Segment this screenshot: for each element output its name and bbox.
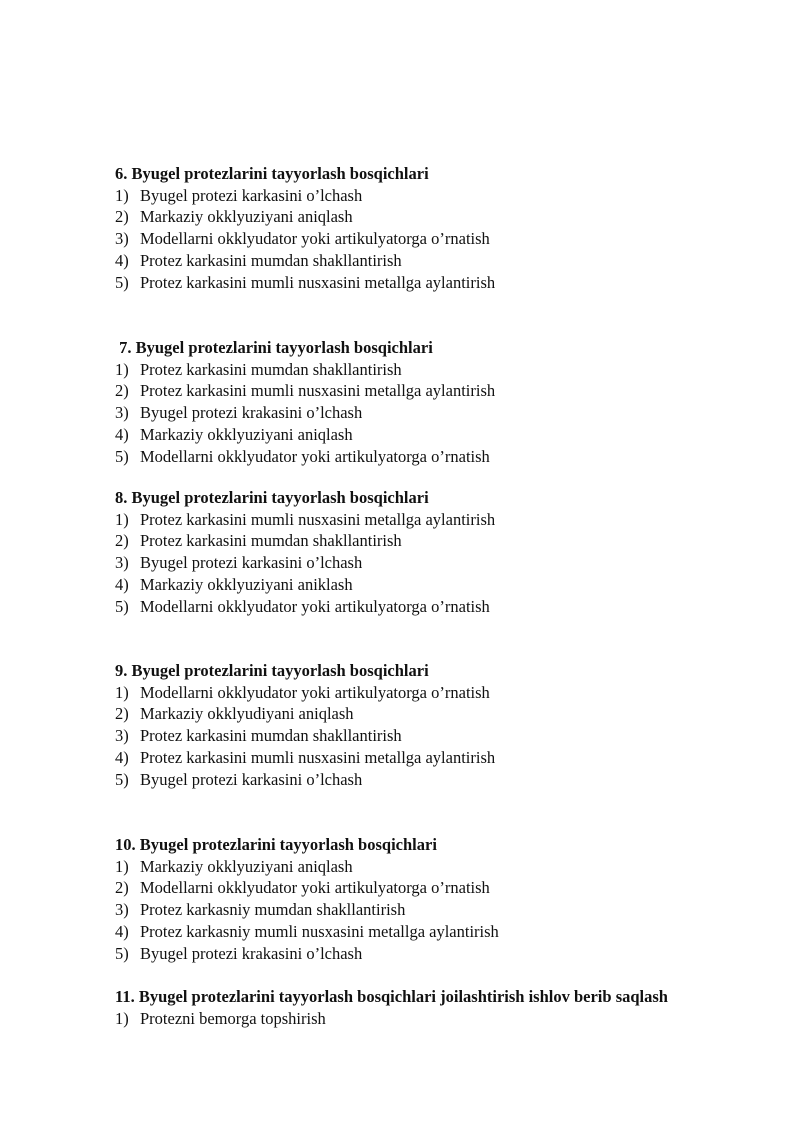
- question-heading: 7. Byugel protezlarini tayyorlash bosqichlari: [115, 338, 433, 357]
- list-item: [115, 552, 675, 574]
- item-text: Protezni bemorga topshirish: [140, 1008, 326, 1028]
- item-number: 3): [115, 553, 129, 573]
- step-list: [115, 1008, 670, 1030]
- item-text: Markaziy okklyuziyani aniqlash: [140, 424, 353, 444]
- item-number: 4): [115, 921, 129, 941]
- item-number: 1): [115, 509, 129, 529]
- item-text: Byugel protezi karkasini o’lchash: [140, 185, 363, 205]
- item-text: Protez karkasini mumdan shakllantirish: [140, 250, 402, 270]
- item-text: Markaziy okklyuziyani aniqlash: [140, 207, 353, 227]
- step-list: [115, 856, 675, 965]
- list-item: [115, 228, 675, 250]
- item-number: 3): [115, 900, 129, 920]
- item-text: Protez karkasini mumli nusxasini metallga aylantirish: [140, 509, 496, 529]
- item-number: 2): [115, 531, 129, 551]
- step-list: [115, 509, 675, 618]
- item-number: 1): [115, 682, 129, 702]
- list-item: [115, 380, 675, 402]
- item-number: 5): [115, 596, 129, 616]
- list-item: [115, 446, 675, 468]
- item-text: Protez karkasini mumli nusxasini metallga aylantirish: [140, 272, 496, 292]
- question-10: [115, 834, 675, 964]
- list-item: [115, 703, 675, 725]
- item-text: Protez karkasniy mumli nusxasini metallga aylantirish: [140, 921, 499, 941]
- item-number: 4): [115, 574, 129, 594]
- list-item: [115, 424, 675, 446]
- item-text: Protez karkasini mumdan shakllantirish: [140, 531, 402, 551]
- item-text: Protez karkasini mumli nusxasini metallga aylantirish: [140, 747, 496, 767]
- list-item: [115, 574, 675, 596]
- item-number: 2): [115, 704, 129, 724]
- list-item: [115, 943, 675, 965]
- question-7: [115, 337, 675, 467]
- question-heading: 6. Byugel protezlarini tayyorlash bosqichlari: [115, 164, 429, 183]
- list-item: [115, 725, 675, 747]
- list-item: [115, 877, 675, 899]
- item-number: 5): [115, 769, 129, 789]
- item-text: Byugel protezi karkasini o’lchash: [140, 553, 363, 573]
- list-item: [115, 250, 675, 272]
- list-item: [115, 402, 675, 424]
- list-item: [115, 272, 675, 294]
- item-text: Protez karkasini mumdan shakllantirish: [140, 359, 402, 379]
- item-number: 1): [115, 856, 129, 876]
- item-number: 5): [115, 943, 129, 963]
- item-number: 3): [115, 403, 129, 423]
- list-item: [115, 596, 675, 618]
- list-item: [115, 359, 675, 381]
- step-list: [115, 185, 675, 294]
- step-list: [115, 682, 675, 791]
- question-heading: 10. Byugel protezlarini tayyorlash bosqichlari: [115, 835, 437, 854]
- item-number: 4): [115, 747, 129, 767]
- item-text: Modellarni okklyudator yoki artikulyatorga o’rnatish: [140, 878, 490, 898]
- item-number: 2): [115, 381, 129, 401]
- item-number: 4): [115, 250, 129, 270]
- item-number: 4): [115, 424, 129, 444]
- item-text: Protez karkasini mumli nusxasini metallga aylantirish: [140, 381, 496, 401]
- question-heading: 9. Byugel protezlarini tayyorlash bosqichlari: [115, 661, 429, 680]
- list-item: [115, 899, 675, 921]
- item-text: Modellarni okklyudator yoki artikulyatorga o’rnatish: [140, 596, 490, 616]
- list-item: [115, 530, 675, 552]
- list-item: [115, 1008, 670, 1030]
- item-number: 2): [115, 207, 129, 227]
- question-6: [115, 163, 675, 293]
- list-item: [115, 509, 675, 531]
- list-item: [115, 921, 675, 943]
- item-number: 1): [115, 359, 129, 379]
- item-text: Byugel protezi krakasini o’lchash: [140, 943, 363, 963]
- item-text: Markaziy okklyuziyani aniqlash: [140, 856, 353, 876]
- item-text: Modellarni okklyudator yoki artikulyatorga o’rnatish: [140, 682, 490, 702]
- question-heading: 11. Byugel protezlarini tayyorlash bosqichlari joilashtirish ishlov berib saqlash: [115, 987, 668, 1006]
- item-text: Markaziy okklyudiyani aniqlash: [140, 704, 354, 724]
- item-text: Byugel protezi karkasini o’lchash: [140, 769, 363, 789]
- item-text: Protez karkasniy mumdan shakllantirish: [140, 900, 406, 920]
- item-number: 5): [115, 446, 129, 466]
- item-text: Protez karkasini mumdan shakllantirish: [140, 726, 402, 746]
- item-text: Modellarni okklyudator yoki artikulyatorga o’rnatish: [140, 446, 490, 466]
- item-number: 5): [115, 272, 129, 292]
- item-number: 2): [115, 878, 129, 898]
- list-item: [115, 856, 675, 878]
- item-text: Modellarni okklyudator yoki artikulyatorga o’rnatish: [140, 229, 490, 249]
- item-text: Byugel protezi krakasini o’lchash: [140, 403, 363, 423]
- item-number: 3): [115, 726, 129, 746]
- list-item: [115, 206, 675, 228]
- question-9: [115, 660, 675, 790]
- list-item: [115, 747, 675, 769]
- list-item: [115, 185, 675, 207]
- question-8: [115, 487, 675, 617]
- item-number: 3): [115, 229, 129, 249]
- list-item: [115, 682, 675, 704]
- item-text: Markaziy okklyuziyani aniklash: [140, 574, 353, 594]
- list-item: [115, 769, 675, 791]
- question-heading: 8. Byugel protezlarini tayyorlash bosqichlari: [115, 488, 429, 507]
- item-number: 1): [115, 185, 129, 205]
- question-11: [115, 986, 670, 1029]
- item-number: 1): [115, 1008, 129, 1028]
- step-list: [115, 359, 675, 468]
